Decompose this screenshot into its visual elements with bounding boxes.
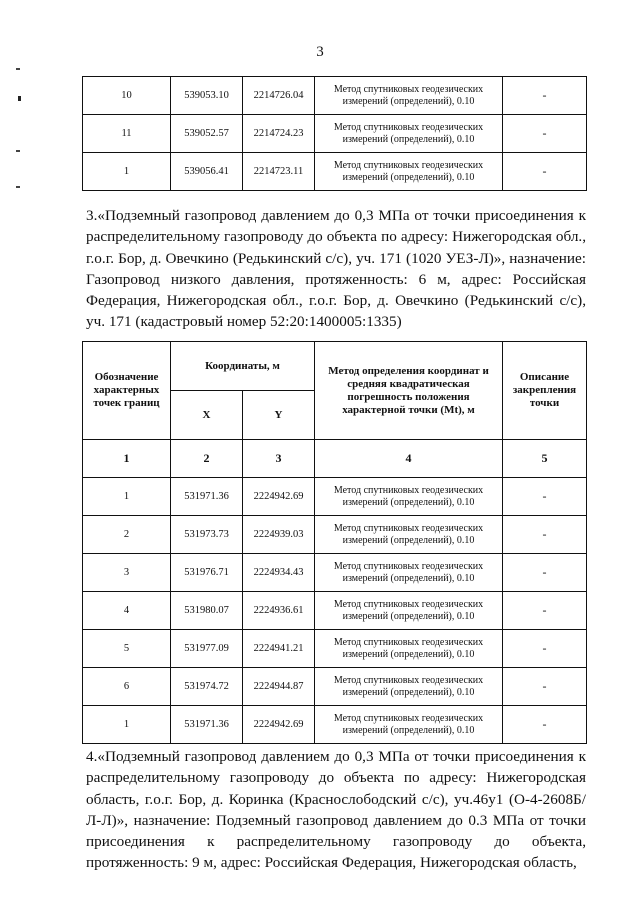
coordinates-table-continued <box>82 76 587 191</box>
point-id: 4 <box>83 592 171 630</box>
method-line-2: измерений (определений), 0.10 <box>342 171 475 183</box>
table-row <box>83 115 587 153</box>
method-line-1: Метод спутниковых геодезических <box>333 712 484 724</box>
method-cell <box>315 706 503 744</box>
header-description: Описание закрепления точки <box>503 342 587 440</box>
margin-mark <box>16 68 20 70</box>
column-number: 1 <box>83 440 171 478</box>
coord-x: 531977.09 <box>171 630 243 668</box>
method-line-2: измерений (определений), 0.10 <box>342 648 475 660</box>
table-row <box>83 706 587 744</box>
coord-y: 2224936.61 <box>243 592 315 630</box>
fixing-description: - <box>503 668 587 706</box>
coord-y: 2214723.11 <box>243 153 315 191</box>
method-line-2: измерений (определений), 0.10 <box>342 686 475 698</box>
method-cell <box>315 77 503 115</box>
point-id: 1 <box>83 478 171 516</box>
fixing-description: - <box>503 554 587 592</box>
fixing-description: - <box>503 706 587 744</box>
column-number: 4 <box>315 440 503 478</box>
fixing-description: - <box>503 153 587 191</box>
coord-y: 2224942.69 <box>243 478 315 516</box>
point-id: 3 <box>83 554 171 592</box>
method-line-2: измерений (определений), 0.10 <box>342 133 475 145</box>
point-id: 5 <box>83 630 171 668</box>
fixing-description: - <box>503 478 587 516</box>
method-cell <box>315 668 503 706</box>
coord-y: 2224942.69 <box>243 706 315 744</box>
fixing-description: - <box>503 630 587 668</box>
coord-y: 2224939.03 <box>243 516 315 554</box>
coord-y: 2214724.23 <box>243 115 315 153</box>
point-id: 1 <box>83 153 171 191</box>
method-cell <box>315 478 503 516</box>
table-row <box>83 630 587 668</box>
column-number: 5 <box>503 440 587 478</box>
point-id: 1 <box>83 706 171 744</box>
header-y: Y <box>243 391 315 440</box>
point-id: 10 <box>83 77 171 115</box>
method-line-1: Метод спутниковых геодезических <box>333 636 484 648</box>
section-4-text: 4.«Подземный газопровод давлением до 0,3 МПа от точки присоединения к распределительному газопроводу до объекта по адресу: Нижегородская область, г.о.г. Бор, д. Коринка (Краснослободский с/с), уч.46у1 (О-4-2608Б/Л-Л)», назначение: Подземный газопровод давлением до 0.3 МПа от точки присоединения к распределительному газопроводу до объекта, протяженность: 9 м, адрес: Российская Федерация, Нижегородская область, <box>86 748 586 872</box>
margin-mark <box>16 150 20 152</box>
method-cell <box>315 516 503 554</box>
table-row <box>83 77 587 115</box>
method-line-1: Метод спутниковых геодезических <box>333 83 484 95</box>
table-row <box>83 668 587 706</box>
coord-x: 531971.36 <box>171 706 243 744</box>
margin-mark <box>16 186 20 188</box>
method-line-1: Метод спутниковых геодезических <box>333 159 484 171</box>
method-line-1: Метод спутниковых геодезических <box>333 484 484 496</box>
coord-x: 531976.71 <box>171 554 243 592</box>
margin-mark <box>18 96 21 101</box>
table-row <box>83 153 587 191</box>
method-line-2: измерений (определений), 0.10 <box>342 724 475 736</box>
method-cell <box>315 115 503 153</box>
coord-x: 531980.07 <box>171 592 243 630</box>
page-number: 3 <box>316 44 324 60</box>
point-id: 6 <box>83 668 171 706</box>
point-id: 11 <box>83 115 171 153</box>
column-number: 3 <box>243 440 315 478</box>
table-row <box>83 516 587 554</box>
method-cell <box>315 592 503 630</box>
coord-x: 539052.57 <box>171 115 243 153</box>
method-line-1: Метод спутниковых геодезических <box>333 522 484 534</box>
coord-x: 531974.72 <box>171 668 243 706</box>
fixing-description: - <box>503 592 587 630</box>
method-line-1: Метод спутниковых геодезических <box>333 674 484 686</box>
coord-y: 2224944.87 <box>243 668 315 706</box>
header-x: X <box>171 391 243 440</box>
method-line-1: Метод спутниковых геодезических <box>333 598 484 610</box>
fixing-description: - <box>503 516 587 554</box>
coord-y: 2224934.43 <box>243 554 315 592</box>
coord-x: 539053.10 <box>171 77 243 115</box>
method-cell <box>315 554 503 592</box>
method-line-2: измерений (определений), 0.10 <box>342 534 475 546</box>
point-id: 2 <box>83 516 171 554</box>
coord-x: 531971.36 <box>171 478 243 516</box>
method-line-2: измерений (определений), 0.10 <box>342 572 475 584</box>
coord-x: 539056.41 <box>171 153 243 191</box>
method-line-1: Метод спутниковых геодезических <box>333 121 484 133</box>
header-method: Метод определения координат и средняя квадратическая погрешность положения характерной точки (Mt), м <box>315 342 503 440</box>
table-row <box>83 554 587 592</box>
method-cell <box>315 153 503 191</box>
header-coordinates: Координаты, м <box>171 342 315 391</box>
fixing-description: - <box>503 77 587 115</box>
method-line-2: измерений (определений), 0.10 <box>342 496 475 508</box>
header-point: Обозначение характерных точек границ <box>83 342 171 440</box>
coordinates-table-section-3 <box>82 341 587 744</box>
coord-y: 2214726.04 <box>243 77 315 115</box>
coord-y: 2224941.21 <box>243 630 315 668</box>
fixing-description: - <box>503 115 587 153</box>
coord-x: 531973.73 <box>171 516 243 554</box>
method-line-1: Метод спутниковых геодезических <box>333 560 484 572</box>
table-row <box>83 592 587 630</box>
section-3-text: 3.«Подземный газопровод давлением до 0,3 МПа от точки присоединения к распределительному газопроводу до объекта по адресу: Нижегородская обл., г.о.г. Бор, д. Овечкино (Редькинский с/с), уч. 171 (1020 УЕЗ-Л)», назначение: Газопровод низкого давления, протяженность: 6 м, адрес: Российская Федерация, Нижегородская обл., г.о.г. Бор, д. Овечкино (Редькинский с/с), уч. 171 (кадастровый номер 52:20:1400005:1335) <box>86 207 586 331</box>
method-line-2: измерений (определений), 0.10 <box>342 95 475 107</box>
method-cell <box>315 630 503 668</box>
column-number: 2 <box>171 440 243 478</box>
method-line-2: измерений (определений), 0.10 <box>342 610 475 622</box>
table-row <box>83 478 587 516</box>
